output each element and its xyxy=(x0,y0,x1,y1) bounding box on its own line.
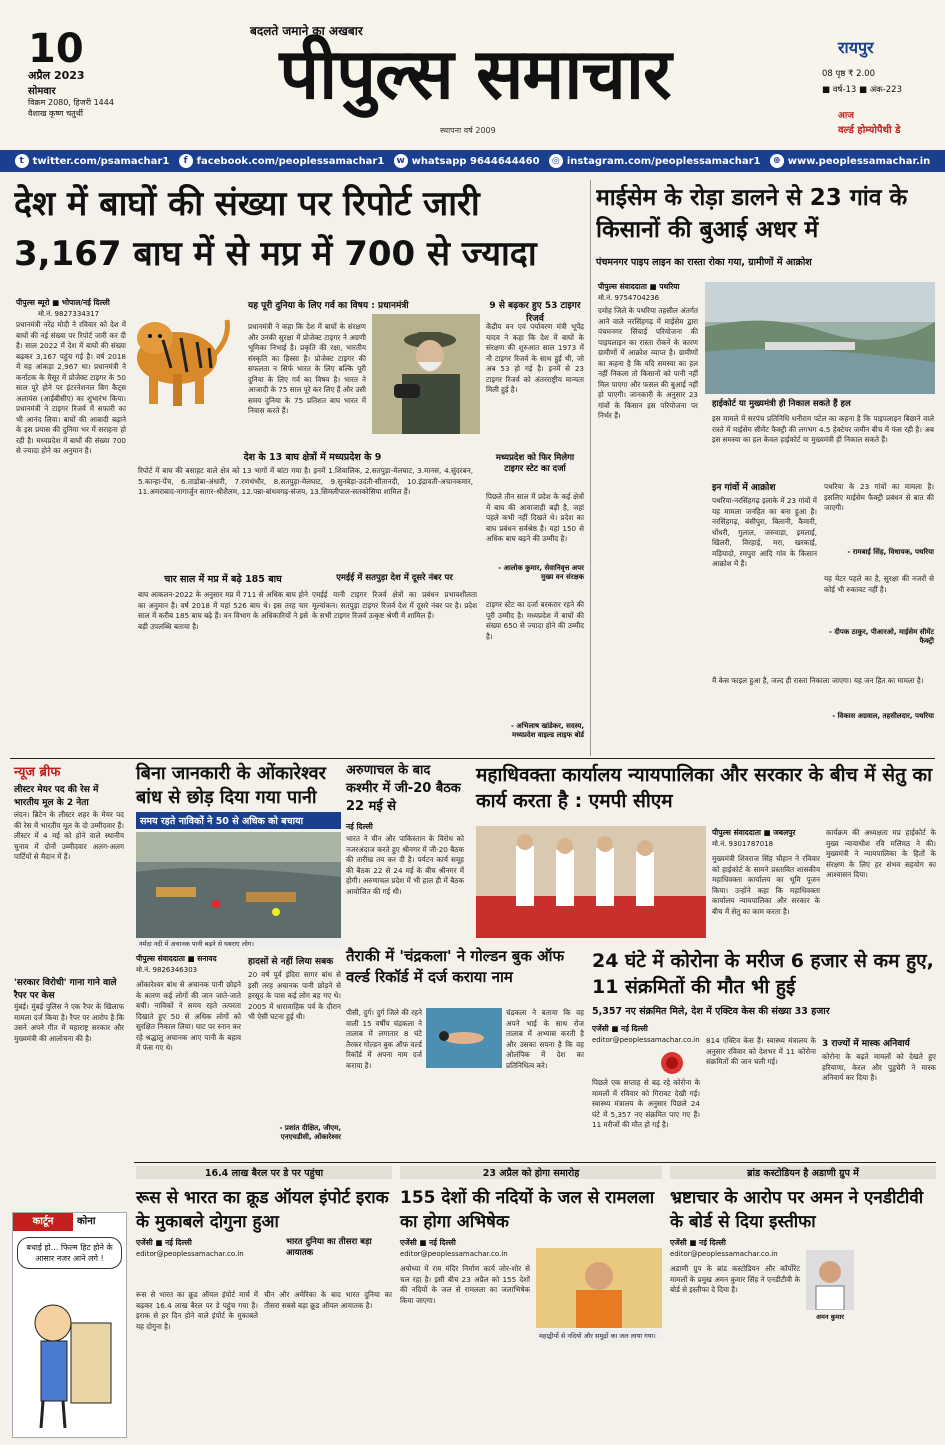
g20-headline: अरुणाचल के बाद कश्मीर में जी-20 बैठक 22 मई से xyxy=(346,763,461,814)
aman-photo-label: अमन कुमार xyxy=(816,1313,844,1321)
omkareshwar-side-body: 20 वर्ष पूर्व इंदिरा सागर बांध से इसी तरह अचानक पानी छोड़ने से हरसूद के पास कई लोग बह गए थे। 2005 में धारावाहिक पर्व के दौरान भी ऐसी घटना हुई थी। xyxy=(248,970,341,1021)
crude-kicker: 16.4 लाख बैरल पर डे पर पहुंचा xyxy=(136,1166,392,1179)
crude-credit: एजेंसी ■ नई दिल्ली xyxy=(136,1238,192,1247)
expert-body: टाइगर स्टेट का दर्जा बरकरार रहने की पूरी उम्मीद है। मध्यप्रदेश में बाघों की संख्या 650 से ज्यादा होने की उम्मीद है। xyxy=(486,600,584,641)
mysem-quote-1: पथरिया के 23 गांवों का मामला है। इसलिए माईसेम फैक्ट्री प्रबंधन से बात की जाएगी। xyxy=(824,482,934,512)
chandrakala-headline: तैराकी में 'चंद्रकला' ने गोल्डन बुक ऑफ वर्ल्ड रिकॉर्ड में दर्ज कराया नाम xyxy=(346,947,565,986)
instagram-icon: ◎ xyxy=(549,154,563,168)
reserves-box-head: 9 से बढ़कर हुए 53 टाइगर रिजर्व xyxy=(489,301,581,324)
mysem-headline: माईसेम के रोड़ा डालने से 23 गांव के किसानों की बुआई अधर में xyxy=(596,185,908,243)
tagline: बदलते जमाने का अखबार xyxy=(250,24,363,38)
web-icon: ⊕ xyxy=(770,154,784,168)
priest-photo xyxy=(536,1248,662,1328)
g20-credit: नई दिल्ली xyxy=(346,822,373,831)
date-block xyxy=(28,26,128,119)
growth-head: चार साल में मप्र में बढ़े 185 बाघ xyxy=(164,574,282,585)
social-instagram[interactable]: ◎ instagram.com/peoplessamachar1 xyxy=(549,154,761,168)
aman-photo xyxy=(806,1250,854,1310)
ramlalla-body: अयोध्या में राम मंदिर निर्माण कार्य जोर-शोर से चल रहा है। इसी बीच 23 अप्रैल को 155 देशों की नदियों के जल से रामलला का जलाभिषेक किया जाएगा। xyxy=(400,1264,530,1305)
corona-side-head: 3 राज्यों में मास्क अनिवार्य xyxy=(822,1039,910,1049)
crude-side-head: भारत दुनिया का तीसरा बड़ा आयातक xyxy=(286,1237,372,1258)
whatsapp-icon: w xyxy=(394,154,408,168)
corona-body: पिछले एक सप्ताह से बढ़ रहे कोरोना के मामलों में रविवार को गिरावट देखी गई। स्वास्थ्य मंत्रालय के अनुसार पिछले 24 घंटे में 5,357 नए संक्रमित पाए गए हैं। 11 मरीजों की मौत हो गई है। xyxy=(592,1078,700,1129)
column-divider xyxy=(590,180,591,756)
tiger-photo xyxy=(115,298,235,418)
mp-head: मध्यप्रदेश को फिर मिलेगा टाइगर स्टेट का दर्जा xyxy=(495,453,575,474)
date-day: 10 xyxy=(28,26,84,72)
villages-head: इन गांवों में आक्रोश xyxy=(712,483,776,493)
social-bar xyxy=(0,150,945,172)
adani-email: editor@peoplessamachar.co.in xyxy=(670,1250,778,1258)
corona-headline: 24 घंटे में कोरोना के मरीज 6 हजार से कम हुए, 11 संक्रमितों की मौत भी हुई xyxy=(592,950,934,998)
virus-illustration xyxy=(592,1050,692,1076)
date-month: अप्रैल 2023 xyxy=(28,69,85,82)
fold-rule xyxy=(10,758,935,759)
hc-body: इस मामले में सरपंच प्रतिनिधि धनीराम पटेल का कहना है कि पाइपलाइन बिछाने वाले रास्ते में माईसेम सीमेंट फैक्ट्री की लगभग 4.5 हेक्टेयर जमीन बीच में फंस रही है। अब इस समस्या का हल केवल हाईकोर्ट या मुख्यमंत्री ही निकाल सकते हैं। xyxy=(712,414,934,444)
cartoon-corner: कोना xyxy=(77,1216,96,1227)
lead-headline-2: 3,167 बाघ में से मप्र में 700 से ज्यादा xyxy=(14,234,537,274)
swimmer-photo xyxy=(426,1008,502,1068)
corona-subhead: 5,357 नए संक्रमित मिले, देश में एक्टिव केस की संख्या 33 हजार xyxy=(592,1006,830,1017)
ramlalla-headline: 155 देशों की नदियों के जल से रामलला का होगा अभिषेक xyxy=(400,1188,655,1232)
cartoon-bubble: बधाई हो... फिल्म हिट होने के आसार नजर आने लगे ! xyxy=(17,1237,122,1269)
ramlalla-email: editor@peoplessamachar.co.in xyxy=(400,1250,508,1258)
news-brief-label: न्यूज ब्रीफ xyxy=(14,765,61,780)
mysem-mobile: मो.नं. 9754704236 xyxy=(598,294,660,302)
cartoon-figure xyxy=(23,1293,118,1433)
priest-caption: महाद्वीपों से नदियों और समुद्रों का जल लाया गया। xyxy=(536,1330,662,1341)
mysem-body: दमोह जिले के पथरिया तहसील अंतर्गत आने वाले नरसिंहगढ़ में माईसेम द्वारा पंचमनगर सिंचाई परियोजना की पाइपलाइन का रास्ता रोकने के कारण ग्रामीणों में आक्रोश व्याप्त है। ग्रामीणों का कहना है कि यदि समस्या का हल नहीं निकला तो किसानों को पानी नहीं मिल पाएगा और फसल की बुआई नहीं हो पाएगी। जानकारी के अनुसार 23 गांवों के किसान इस परियोजना पर निर्भर हैं। xyxy=(598,306,698,420)
dam-photo xyxy=(705,282,935,394)
omkareshwar-mobile: मो.नं. 9826346303 xyxy=(136,966,198,974)
brief-1-head: लीस्टर मेयर पद की रेस में भारतीय मूल के 2 नेता xyxy=(14,785,99,808)
river-photo xyxy=(136,832,341,938)
mysem-subhead: पंचमनगर पाइप लाइन का रास्ता रोका गया, ग्रामीणों में आक्रोश xyxy=(596,257,812,268)
lead-body: प्रधानमंत्री नरेंद्र मोदी ने रविवार को देश में बाघों की नई संख्या पर रिपोर्ट जारी कर दी है। साल 2022 में देश में बाघों की संख्या बढ़कर 3,167 पहुंच गई है। वर्ष 2018 में यह आंकड़ा 2,967 था। प्रधानमंत्री ने कर्नाटक के मैसूर में प्रोजेक्ट टाइगर के 50 साल पूरे होने पर इंटरनेशनल बिग कैट्स अलायंस (आईबीसीए) का शुभारंभ किया। प्रधानमंत्री ने टाइगर रिजर्व में सफारी का भी आनंद लिया। बाघों की आबादी बढ़ाने के इस प्रयास की दुनिया भर में सराहना हो रही है। मध्यप्रदेश में बाघों की संख्या 700 से ज्यादा होने का अनुमान है। xyxy=(16,320,126,455)
corona-credit: एजेंसी ■ नई दिल्ली xyxy=(592,1024,648,1033)
mysem-quote-3: मैं केस फाइल हुआ है, जल्द ही रास्ता निकाला जाएगा। यह जन हित का मामला है। xyxy=(712,676,924,685)
ramlalla-credit: एजेंसी ■ नई दिल्ली xyxy=(400,1238,456,1247)
social-facebook[interactable]: f facebook.com/peoplessamachar1 xyxy=(179,154,385,168)
reserves-box-body: केंद्रीय वन एवं पर्यावरण मंत्री भूपेंद्र यादव ने कहा कि देश में बाघों के संरक्षण की शुरुआत साल 1973 में नौ टाइगर रिजर्व के साथ हुई थी, जो अब 53 हो गई है। इनमें से 23 टाइगर रिजर्व को अंतरराष्ट्रीय मान्यता मिली हुई है। xyxy=(486,322,584,394)
river-caption: नर्मदा नदी में अचानक पानी बढ़ने से घबराए लोग। xyxy=(136,938,341,949)
adani-headline: भ्रष्टाचार के आरोप पर अमन ने एनडीटीवी के बोर्ड से दिया इस्तीफा xyxy=(670,1188,924,1232)
chandrakala-body-2: चंद्रकला ने बताया कि वह अपने भाई के साथ रोज तालाब में अभ्यास करती है और उसका सपना है कि वह ओलंपिक में देश का प्रतिनिधित्व करे। xyxy=(506,1008,584,1070)
pages-price: 08 पृष्ठ ₹ 2.00 xyxy=(822,69,876,79)
crude-side-body: चीन और अमेरिका के बाद भारत दुनिया का तीसरा सबसे बड़ा क्रूड ऑयल आयातक है। xyxy=(264,1290,392,1310)
tithi: वैशाख कृष्ण चतुर्थी xyxy=(28,109,83,118)
samvat: विक्रम 2080, हिजरी 1444 xyxy=(28,98,114,107)
growth-body: बाघ आकलन-2022 के अनुसार मप्र में 711 से अधिक बाघ होने का अनुमान है। वर्ष 2018 में यहां 526 बाघ थे। इस तरह चार साल में करीब 185 बाघ बढ़े हैं। वन विभाग के अधिकारियों ने इसे बड़ी उपलब्धि बताया है। xyxy=(138,590,308,631)
advocate-credit: पीपुल्स संवाददाता ■ जबलपुर xyxy=(712,828,796,837)
g20-body: भारत ने चीन और पाकिस्तान के विरोध को नजरअंदाज करते हुए श्रीनगर में जी-20 बैठक की तारीख तय कर दी है। पर्यटन कार्य समूह की बैठक 22 से 24 मई के बीच श्रीनगर में होगी। अरुणाचल प्रदेश में भी हाल ही में बैठक आयोजित की गई थी। xyxy=(346,834,464,896)
brief-1-body: लंदन। ब्रिटेन के लीस्टर शहर के मेयर पद की रेस में भारतीय मूल के दो उम्मीदवार हैं। लीस्टर में 4 मई को होने वाले स्थानीय चुनाव में दोनों उम्मीदवार अलग-अलग पार्टियों से मैदान में हैं। xyxy=(14,810,124,861)
omkareshwar-body: ओंकारेश्वर बांध से अचानक पानी छोड़ने के कारण कई लोगों की जान जाते-जाते बची। नाविकों ने समय रहते तत्परता दिखाते हुए 50 से अधिक लोगों को सुरक्षित निकाल लिया। घाट पर स्नान कर रहे श्रद्धालु अचानक आए पानी के बहाव में फंस गए थे। xyxy=(136,980,241,1052)
omkareshwar-side-sign: - प्रशांत दीक्षित, जीएम, एनएचडीसी, ओंकारेश्वर xyxy=(279,1124,341,1141)
mysem-credit: पीपुल्स संवाददाता ■ पथरिया xyxy=(598,282,680,291)
brief-2-body: मुंबई। मुंबई पुलिस ने एक रैपर के खिलाफ मामला दर्ज किया है। रैपर पर आरोप है कि उसने अपने गीत में महाराष्ट्र सरकार और मुख्यमंत्री की आलोचना की है। xyxy=(14,1002,124,1043)
facebook-icon: f xyxy=(179,154,193,168)
crude-headline: रूस से भारत का क्रूड ऑयल इंपोर्ट इराक के मुकाबले दोगुना हुआ xyxy=(136,1188,389,1232)
expert-sign: - अभिलाष खांडेकर, सदस्य, मध्यप्रदेश वाइल्ड लाइफ बोर्ड xyxy=(511,722,584,739)
today-label: आज xyxy=(838,111,854,121)
mysem-quote-2: यह मेटर पहले का है, सुरक्षा की नजरों से कोई भी रुकावट नहीं है। xyxy=(824,574,934,594)
lead-quote-body: प्रधानमंत्री ने कहा कि देश में बाघों के संरक्षण और उनकी सुरक्षा में प्रोजेक्ट टाइगर ने अग्रणी भूमिका निभाई है। प्रकृति की रक्षा, भारतीय संस्कृति का हिस्सा है। प्रोजेक्ट टाइगर की सफलता न सिर्फ भारत के लिए बल्कि पूरी दुनिया के लिए गर्व का विषय है। भारत ने आजादी के 75 साल पूरे कर लिए हैं और उसी समय दुनिया के 75 प्रतिशत बाघ भारत में निवास करते हैं। xyxy=(248,322,366,415)
masthead xyxy=(0,0,945,148)
corona-side-body: कोरोना के बढ़ते मामलों को देखते हुए हरियाणा, केरल और पुडुचेरी ने मास्क अनिवार्य कर दिया है। xyxy=(822,1052,936,1082)
hc-head: हाईकोर्ट या मुख्यमंत्री ही निकाल सकते हैं हल xyxy=(712,399,851,409)
regions-body: रिपोर्ट में बाघ की बसाहट वाले क्षेत्र को 13 भागों में बांटा गया है। इनमें 1.शिवालिक, 2.सतपुड़ा-मेलघाट, 3.मानस, 4.सुंदरबन, 5.कान्हा-पेंच, 6.ताडोबा-अंधारी, 7.रणथंभौर, 8.सतपुड़ा-मेलघाट, 9.सुनबेड़ा-उदंती-सीतानदी, 10.इंद्रावती-अचानकमार, 11.अमराबाद-नागार्जुन सागर-श्रीशैलम, 12.पन्ना-बांधवगढ़-संजय, 13.सिमलीपाल-सतकोसिया शामिल हैं। xyxy=(138,466,473,496)
satpura-head: एमईई में सतपुड़ा देश में दूसरे नंबर पर xyxy=(336,573,453,583)
advocate-body: मुख्यमंत्री शिवराज सिंह चौहान ने रविवार को हाईकोर्ट के सामने प्रस्तावित शासकीय महाधिवक्ता कार्यालय का भूमि पूजन किया। उन्होंने कहा कि महाधिवक्ता कार्यालय न्यायपालिका और सरकार के बीच में सेतु का काम करता है। xyxy=(712,854,820,916)
lead-credit: पीपुल्स ब्यूरो ■ भोपाल/नई दिल्ली xyxy=(16,298,110,307)
mp-sign: - आलोक कुमार, सेवानिवृत्त अपर मुख्य वन संरक्षक xyxy=(498,564,584,581)
corona-body-2: 814 एक्टिव केस हैं। स्वास्थ्य मंत्रालय के अनुसार रविवार को देशभर में 11 कोरोना संक्रमितों की जान चली गई। xyxy=(706,1036,816,1066)
cm-photo xyxy=(476,826,706,938)
city: रायपुर xyxy=(838,38,874,57)
advocate-mobile: मो.नं. 9301787018 xyxy=(712,840,774,848)
omkareshwar-credit: पीपुल्स संवाददाता ■ सनावद xyxy=(136,954,217,963)
lead-mobile: मो.नं. 9827334317 xyxy=(38,310,100,318)
social-whatsapp[interactable]: w whatsapp 9644644460 xyxy=(394,154,540,168)
corona-email: editor@peoplessamachar.co.in xyxy=(592,1036,700,1044)
regions-head: देश के 13 बाघ क्षेत्रों में मध्यप्रदेश के 9 xyxy=(243,452,382,463)
newspaper-title: पीपुल्स समाचार xyxy=(279,33,671,115)
adani-kicker: ब्रांड कस्टोडियन है अडाणी ग्रुप में xyxy=(670,1166,936,1179)
mysem-quote-1-sign: - रामबाई सिंह, विधायक, पथरिया xyxy=(847,548,934,556)
mysem-quote-3-sign: - विकास अग्रवाल, तहसीलदार, पथरिया xyxy=(832,712,934,720)
chandrakala-body: पीसी, दुर्ग। दुर्ग जिले की रहने वाली 15 वर्षीय चंद्रकला ने तालाब में लगातार 8 घंटे तैरकर गोल्डन बुक ऑफ वर्ल्ड रिकॉर्ड में अपना नाम दर्ज कराया है। xyxy=(346,1008,422,1070)
mysem-quote-2-sign: - दीपक ठाकुर, पीआरओ, माईसेम सीमेंट फैक्ट्री xyxy=(829,628,934,645)
issue: ■ वर्ष-13 ■ अंक-223 xyxy=(822,85,903,95)
omkareshwar-headline: बिना जानकारी के ओंकारेश्वर बांध से छोड़ दिया गया पानी xyxy=(136,763,326,808)
advocate-headline: महाधिवक्ता कार्यालय न्यायपालिका और सरकार के बीच में सेतु का कार्य करता है : एमपी सीएम xyxy=(476,764,933,812)
lead-quote-head: यह पूरी दुनिया के लिए गर्व का विषय : प्रधानमंत्री xyxy=(248,301,409,311)
weekday: सोमवार xyxy=(28,86,56,97)
bottom-rule xyxy=(134,1162,936,1163)
today-day: वर्ल्ड होम्योपैथी डे xyxy=(838,125,901,136)
social-web[interactable]: ⊕ www.peoplessamachar.in xyxy=(770,154,931,168)
omkareshwar-side-head: हादसों से नहीं लिया सबक xyxy=(248,957,334,967)
crude-body: रूस से भारत का क्रूड ऑयल इंपोर्ट मार्च में बढ़कर 16.4 लाख बैरल पर डे पहुंच गया है। इराक से हर दिन होने वाले इंपोर्ट के मुकाबले यह दोगुना है। xyxy=(136,1290,258,1331)
ramlalla-kicker: 23 अप्रैल को होगा समारोह xyxy=(400,1166,662,1179)
adani-body: अडाणी ग्रुप के ब्रांड कस्टोडियन और कॉर्पोरेट मामलों के प्रमुख अमन कुमार सिंह ने एनडीटीवी के बोर्ड से इस्तीफा दे दिया है। xyxy=(670,1264,800,1294)
omkareshwar-subhead: समय रहते नाविकों ने 50 से अधिक को बचाया xyxy=(136,812,341,829)
villages-body: पथरिया-नरसिंहगढ़ इलाके में 23 गांवों में यह मामला जनहित का बना हुआ है। नरसिंहगढ़, बंसीपुरा, बिलानी, कैमारी, धोंधरी, गुलाल, जरुवाड़ा, इमलाई, खिलरी, विरहाई, मरा, खरकाई, मड़ियादो, रमपुरा आदि गांव के किसान आक्रोश में हैं। xyxy=(712,496,817,568)
social-twitter[interactable]: t twitter.com/psamachar1 xyxy=(15,154,170,168)
lead-headline-1: देश में बाघों की संख्या पर रिपोर्ट जारी xyxy=(14,184,480,224)
advocate-body-2: कार्यक्रम की अध्यक्षता मप्र हाईकोर्ट के मुख्य न्यायाधीश रवि मलिमठ ने की। मुख्यमंत्री ने न्यायपालिका के हितों के संरक्षण के लिए हर संभव सहयोग का आश्वासन दिया। xyxy=(826,828,936,879)
cartoon-box xyxy=(12,1212,127,1438)
adani-credit: एजेंसी ■ नई दिल्ली xyxy=(670,1238,726,1247)
satpura-body: एमईई यानी टाइगर रिजर्व क्षेत्रों का प्रबंधन प्रभावशीलता मूल्यांकन। सतपुड़ा टाइगर रिजर्व देश में दूसरे नंबर पर है। प्रदेश के सभी टाइगर रिजर्व उत्कृष्ट श्रेणी में शामिल हैं। xyxy=(312,590,477,620)
twitter-icon: t xyxy=(15,154,29,168)
crude-email: editor@peoplessamachar.co.in xyxy=(136,1250,244,1258)
established: स्थापना वर्ष 2009 xyxy=(440,126,496,135)
pm-photo xyxy=(372,314,480,434)
brief-2-head: 'सरकार विरोधी' गाना गाने वाले रैपर पर केस xyxy=(14,978,117,1001)
mp-body: पिछले तीन साल में प्रदेश के कई क्षेत्रों में बाघ की आवाजाही बढ़ी है, जहां पहले कभी नहीं दिखते थे। प्रदेश का बाघ प्रबंधन सर्वश्रेष्ठ है। यहां 150 से अधिक बाघ बढ़ने की उम्मीद है। xyxy=(486,492,584,543)
cartoon-label: कार्टून xyxy=(13,1213,73,1231)
